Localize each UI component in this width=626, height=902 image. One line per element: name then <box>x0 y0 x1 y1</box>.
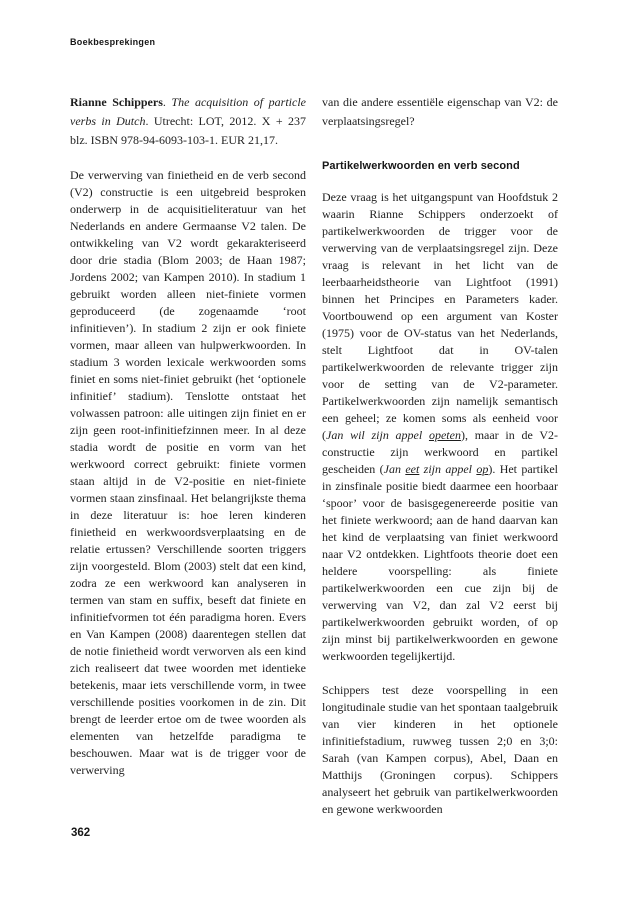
running-header: Boekbesprekingen <box>70 37 156 47</box>
page-number: 362 <box>71 827 91 839</box>
right-column <box>322 93 558 818</box>
section-heading: Partikelwerkwoorden en verb second <box>322 160 520 172</box>
review-paragraph-left: De verwerving van finietheid en de verb second (V2) constructie is een uitgebreid besproken onderwerp in de acquisitieliteratuur van het Nederlands en andere Germaanse V2 talen. De ontwikkeling van V2 wordt gekarakteriseerd door drie stadia (Blom 2003; de Haan 1987; Jordens 2002; van Kampen 2010). In stadium 1 gebruikt worden alleen niet-finiete vormen geproduceerd (de zogenaamde ‘root infinitieven’). In stadium 2 zijn er ook finiete vormen, maar alleen van hulpwerkwoorden. In stadium 3 worden lexicale werkwoorden soms finiet en soms niet-finiet gebruikt (het ‘optionele infinitief’ stadium). Tenslotte ontstaat het volwassen patroon: alle uitingen zijn finiet en er zijn geen root-infinitiefzinnen meer. In al deze stadia wordt de positie en vorm van het werkwoord correct gebruikt: finiete vormen staan altijd in de V2-positie en niet-finiete vormen staan zinsfinaal. Het belangrijkste thema in deze literatuur is: hoe leren kinderen finietheid en werkwoordsverplaatsing en de relatie ertussen? Verschillende soorten triggers zijn voorgesteld. Blom (2003) stelt dat een kind, zodra ze een werkwoord kan analyseren in termen van stam en suffix, beseft dat finiete en infinitiefvormen tot één paradigma horen. Evers en Van Kampen (2008) daarentegen stellen dat de notie finietheid wordt verworven als een kind zich realiseert dat twee woorden met identieke betekenis, maar iets verschillende vorm, in twee verschillende posities voorkomen in de zin. Dit brengt de leerder ertoe om de twee woorden als elementen van hetzelfde paradigma te beschouwen. Maar wat is de trigger voor de verwerving <box>70 168 306 777</box>
review-paragraph-study: Schippers test deze voorspelling in een longitudinale studie van het spontaan taalgebruik van vier kinderen in het optionele infinitiefstadium, ruwweg tussen 2;0 en 3;0: Sarah (van Kampen corpus), Abel, Daan en Matthijs (Groningen corpus). Schippers analyseert het gebruik van partikelwerkwoorden en gewone werkwoorden <box>322 683 558 816</box>
book-citation: Rianne Schippers. The acquisition of particle verbs in Dutch. Utrecht: LOT, 2012. X + 237 blz. ISBN 978-94-6093-103-1. EUR 21,17. <box>70 95 307 147</box>
review-paragraph-continuation: van die andere essentiële eigenschap van V2: de verplaatsingsregel? <box>322 95 558 128</box>
review-paragraph-chapter2: Deze vraag is het uitgangspunt van Hoofdstuk 2 waarin Rianne Schippers onderzoekt of partikelwerkwoorden de trigger voor de verwerving van de verplaatsingsregel zijn. Deze vraag is relevant in het licht van de leerbaarheidstheorie van Lightfoot (1991) binnen het Principes en Parameters kader. Voortbouwend op een argument van Koster (1975) voor de OV-status van het Nederlands, stelt Lightfoot dat in OV-talen partikelwerkwoorden de relevante trigger zijn voor de setting van de V2-parameter. Partikelwerkwoorden zijn namelijk semantisch een geheel; ze komen soms als eenheid voor (Jan wil zijn appel opeten), maar in de V2-constructie zijn werkwoord en partikel gescheiden (Jan eet zijn appel op). Het partikel in zinsfinale positie biedt daarmee een hoorbaar ‘spoor’ voor de basisgegenereerde positie van het finiete werkwoord; aan de hand daarvan kan het kind de verplaatsing van finiet werkwoord naar V2 ontdekken. Lightfoots theorie doet een heldere voorspelling: als finiete partikelwerkwoorden een cue zijn bij de verwerving van V2, dan zal V2 eerst bij partikelwerkwoorden gebruikt worden, of op zijn minst bij partikelwerkwoorden en gewone werkwoorden tegelijkertijd. <box>322 190 559 663</box>
left-column <box>70 93 306 779</box>
